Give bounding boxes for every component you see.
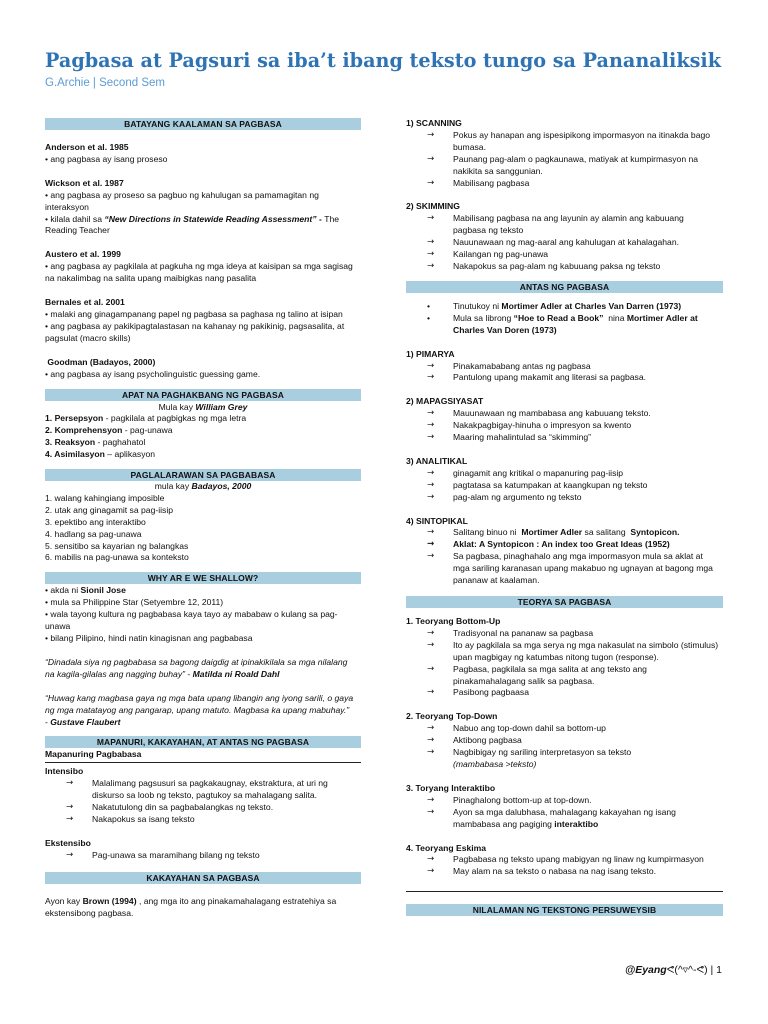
skimming-item-4: → Nakapokus sa pag-alam ng kabuuang paksa ng teksto	[406, 261, 723, 273]
bottom-up-item-1: → Tradisyonal na pananaw sa pagbasa	[406, 628, 723, 640]
paghakbang-item-1: 1. Persepsyon - pagkilala at pagbigkas ng mga letra	[45, 413, 247, 424]
mapagsiyasat-item-1: → Mauunawaan ng mambabasa ang kabuuang teksto.	[406, 408, 723, 420]
pimarya-heading: 1) PIMARYA	[406, 348, 455, 359]
paghakbang-item-3: 3. Reaksyon - paghahatol	[45, 437, 146, 448]
ekstensibo-item-1: → Pag-unawa sa maramihang bilang ng teksto	[45, 850, 361, 862]
section-banner-apat-na-paghakbang: APAT NA PAGHAKBANG NG PAGBASA	[45, 389, 361, 401]
section-banner-antas: ANTAS NG PAGBASA	[406, 281, 723, 293]
scanning-item-2: → Paunang pag-alam o pagkaunawa, matiyak at kumpirmasyon na nakikita sa sanggunian.	[406, 154, 723, 178]
section-divider	[406, 891, 723, 892]
section-banner-why-are-we-shallow: WHY AR E WE SHALLOW?	[45, 572, 361, 584]
analitikal-item-3: → pag-alam ng argumento ng teksto	[406, 492, 723, 504]
anderson-point: • ang pagbasa ay isang proseso	[45, 153, 168, 164]
bernales-point-1: • malaki ang ginagampanang papel ng pagbasa sa paghasa ng talino at isipan	[45, 308, 343, 319]
bernales-point-2a: • ang pagbasa ay pakikipagtalastasan na kahanay ng pakikinig, pagsasalita, at	[45, 320, 345, 331]
interaktibo-item-1: → Pinaghalong bottom-up at top-down.	[406, 795, 723, 807]
section-banner-batayang-kaalaman: BATAYANG KAALAMAN SA PAGBASA	[45, 118, 361, 130]
shallow-akda: • akda ni Sionil Jose	[45, 585, 126, 596]
page-number: | 1	[707, 964, 722, 976]
ekstensibo-heading: Ekstensibo	[45, 837, 91, 848]
shallow-point-2: • bilang Pilipino, hindi natin kinagisnan ang pagbabasa	[45, 633, 253, 643]
paglalarawan-item-5: 5. sensitibo sa kayarian ng balangkas	[45, 540, 189, 551]
shallow-point-a: • wala tayong kultura ng pagbabasa kaya tayo ay mababaw o kulang sa pag-	[45, 609, 338, 620]
paghakbang-source: Mula kay William Grey	[158, 401, 248, 412]
sintopikal-item-3: → Sa pagbasa, pinaghahalo ang mga impormasyon mula sa aklat at mga sariling karanasan upang makabuo ng ugnayan at bagong mga pananaw at kaalaman.	[406, 551, 723, 587]
kakayahan-text-a: Ayon kay Brown (1994) , ang mga ito ang pinakamahalagang estratehiya sa	[45, 895, 337, 906]
wickson-point-2b: Reading Teacher	[45, 225, 110, 236]
teorya-eskima-heading: 4. Teoryang Eskima	[406, 842, 487, 853]
quote-dahl-a: “Dinadala siya ng pagbabasa sa bagong daigdig at ipinakikilala sa mga nilalang	[45, 656, 348, 667]
quote-flaubert-a: “Huwag kang magbasa gaya ng mga bata upang libangin ang iyong sarili, o gaya	[45, 692, 354, 703]
author-bernales: Bernales et al. 2001	[45, 297, 125, 308]
skimming-item-1: → Mabilisang pagbasa na ang layunin ay alamin ang kabuuang pagbasa ng teksto	[406, 213, 723, 237]
scanning-heading: 1) SCANNING	[406, 118, 462, 128]
quote-dahl-b: na kagila-gilalas ang nagging buhay” - Matilda ni Roald Dahl	[45, 668, 280, 679]
mapagsiyasat-heading: 2) MAPAGSIYASAT	[406, 396, 484, 407]
mapanuring-pagbabasa-heading: Mapanuring Pagbabasa	[45, 749, 142, 760]
page-footer	[625, 964, 722, 976]
scanning-item-1: → Pokus ay hanapan ang ispesipikong impormasyon na itinakda bago bumasa.	[406, 130, 723, 154]
page-header	[45, 48, 745, 89]
eskima-item-1: → Pagbabasa ng teksto upang mabigyan ng linaw ng kumpirmasyon	[406, 854, 723, 866]
heading-rule	[45, 762, 361, 763]
teorya-bottom-up-heading: 1. Teoryang Bottom-Up	[406, 616, 501, 626]
section-banner-kakayahan: KAKAYAHAN SA PAGBASA	[45, 872, 361, 884]
right-column	[406, 118, 723, 922]
left-column	[45, 118, 361, 920]
pimarya-item-2: → Pantulong upang makamit ang literasi sa pagbasa.	[406, 372, 723, 384]
sintopikal-item-1: → Salitang binuo ni Mortimer Adler sa salitang Syntopicon.	[406, 527, 723, 539]
paglalarawan-item-4: 4. hadlang sa pag-unawa	[45, 528, 142, 539]
austero-point-a: • ang pagbasa ay pagkilala at pagkuha ng mga ideya at kaisipan sa mga sagisag	[45, 261, 353, 272]
eskima-item-2: → May alam na sa teksto o nabasa na nag isang teksto.	[406, 866, 723, 878]
paglalarawan-item-2: 2. utak ang ginagamit sa pag-iisip	[45, 504, 174, 515]
section-banner-mapanuri: MAPANURI, KAKAYAHAN, AT ANTAS NG PAGBASA	[45, 736, 361, 748]
intensibo-item-3: → Nakapokus sa isang teksto	[45, 814, 361, 826]
section-banner-paglalarawan: PAGLALARAWAN SA PAGBABASA	[45, 469, 361, 481]
sintopikal-item-2: → Aklat: A Syntopicon : An index too Great Ideas (1952)	[406, 539, 723, 551]
intensibo-item-2: → Nakatutulong din sa pagbabalangkas ng teksto.	[45, 802, 361, 814]
author-anderson: Anderson et al. 1985	[45, 142, 129, 152]
document-title: Pagbasa at Pagsuri sa iba’t ibang teksto tungo sa Pananaliksik	[45, 49, 722, 72]
top-down-item-2: → Aktibong pagbasa	[406, 735, 723, 747]
author-wickson: Wickson et al. 1987	[45, 177, 124, 188]
kakayahan-text-b: ekstensibong pagbasa.	[45, 907, 134, 918]
author-goodman: Goodman (Badayos, 2000)	[45, 356, 156, 367]
analitikal-item-1: → ginagamit ang kritikal o mapanuring pag-iisip	[406, 468, 723, 480]
wickson-point-1a: • ang pagbasa ay proseso sa pagbuo ng kahulugan sa pamamagitan ng	[45, 189, 319, 200]
paglalarawan-source: mula kay Badayos, 2000	[154, 481, 252, 492]
mapagsiyasat-item-2: → Nakakpagbigay-hinuha o impresyon sa kwento	[406, 420, 723, 432]
footer-emoticon: ᕙ(^▿^-ᕙ)	[666, 964, 708, 976]
analitikal-item-2: → pagtatasa sa katumpakan at kaangkupan ng teksto	[406, 480, 723, 492]
intensibo-heading: Intensibo	[45, 766, 84, 777]
antas-point-2: • Mula sa librong “Hoe to Read a Book” nina Mortimer Adler at Charles Van Doren (1973)	[406, 313, 723, 337]
section-banner-teorya: TEORYA SA PAGBASA	[406, 596, 723, 608]
interaktibo-item-2: → Ayon sa mga dalubhasa, mahalagang kakayahan ng isang mambabasa ang pagiging interaktibo	[406, 807, 723, 831]
top-down-item-3: → Nagbibigay ng sariling interpretasyon sa teksto (mambabasa >teksto)	[406, 747, 723, 771]
austero-point-b: na nakalimbag na salita upang maibigkas nang pasalita	[45, 273, 257, 284]
paglalarawan-item-6: 6. mabilis na pag-unawa sa konteksto	[45, 552, 189, 563]
skimming-item-2: → Nauunawaan ng mag-aaral ang kahulugan at kahalagahan.	[406, 237, 723, 249]
author-austero: Austero et al. 1999	[45, 249, 121, 260]
paghakbang-item-2: 2. Komprehensyon - pag-unawa	[45, 425, 173, 436]
quote-flaubert-author: - Gustave Flaubert	[45, 716, 121, 727]
bottom-up-item-3: → Pagbasa, pagkilala sa mga salita at ang teksto ang pinakamahalagang salik sa pagbasa.	[406, 664, 723, 688]
skimming-item-3: → Kailangan ng pag-unawa	[406, 249, 723, 261]
footer-signature: @Eyang	[624, 964, 667, 976]
section-banner-nilalaman: NILALAMAN NG TEKSTONG PERSUWEYSIB	[406, 904, 723, 916]
teorya-interaktibo-heading: 3. Toryang Interaktibo	[406, 782, 496, 793]
analitikal-heading: 3) ANALITIKAL	[406, 455, 468, 466]
paglalarawan-item-1: 1. walang kahingiang imposible	[45, 492, 165, 503]
quote-flaubert-b: ng mga matatayog ang pangarap, upang matuto. Magbasa ka upang mabuhay.”	[45, 704, 350, 715]
wickson-point-1b: interaksyon	[45, 201, 89, 212]
wickson-book-title: “New Directions in Statewide Reading Assessment”	[104, 213, 317, 224]
pimarya-item-1: → Pinakamababang antas ng pagbasa	[406, 361, 723, 373]
mapagsiyasat-item-3: → Maaring mahalintulad sa “skimming”	[406, 432, 723, 444]
document-subtitle: G.Archie | Second Sem	[45, 77, 165, 89]
sintopikal-heading: 4) SINTOPIKAL	[406, 515, 468, 526]
bottom-up-item-2: → Ito ay pagkilala sa mga serya ng mga nakasulat na simbolo (stimulus) upan magbigay ng katumbas nitong tugon (response).	[406, 640, 723, 664]
goodman-point: • ang pagbasa ay isang psycholinguistic guessing game.	[45, 368, 261, 379]
bernales-point-2b: pagsulat (macro skills)	[45, 332, 131, 343]
paglalarawan-item-3: 3. epektibo ang interaktibo	[45, 516, 146, 527]
skimming-heading: 2) SKIMMING	[406, 201, 460, 212]
shallow-point-b: unawa	[45, 621, 71, 632]
antas-point-1: • Tinutukoy ni Mortimer Adler at Charles Van Darren (1973)	[406, 301, 723, 313]
bottom-up-item-4: → Pasibong pagbaasa	[406, 687, 723, 699]
paghakbang-item-4: 4. Asimilasyon – aplikasyon	[45, 449, 156, 460]
shallow-source: • mula sa Philippine Star (Setyembre 12, 2011)	[45, 597, 224, 608]
intensibo-item-1: → Malalimang pagsusuri sa pagkakaugnay, ekstraktura, at uri ng diskurso sa loob ng teksto, pagtukoy sa mahalagang salita.	[45, 778, 361, 802]
scanning-item-3: → Mabilisang pagbasa	[406, 178, 723, 190]
top-down-item-1: → Nabuo ang top-down dahil sa bottom-up	[406, 723, 723, 735]
wickson-point-2: • kilala dahil sa “New Directions in Statewide Reading Assessment” - The	[45, 213, 340, 224]
teorya-top-down-heading: 2. Teoryang Top-Down	[406, 711, 498, 722]
